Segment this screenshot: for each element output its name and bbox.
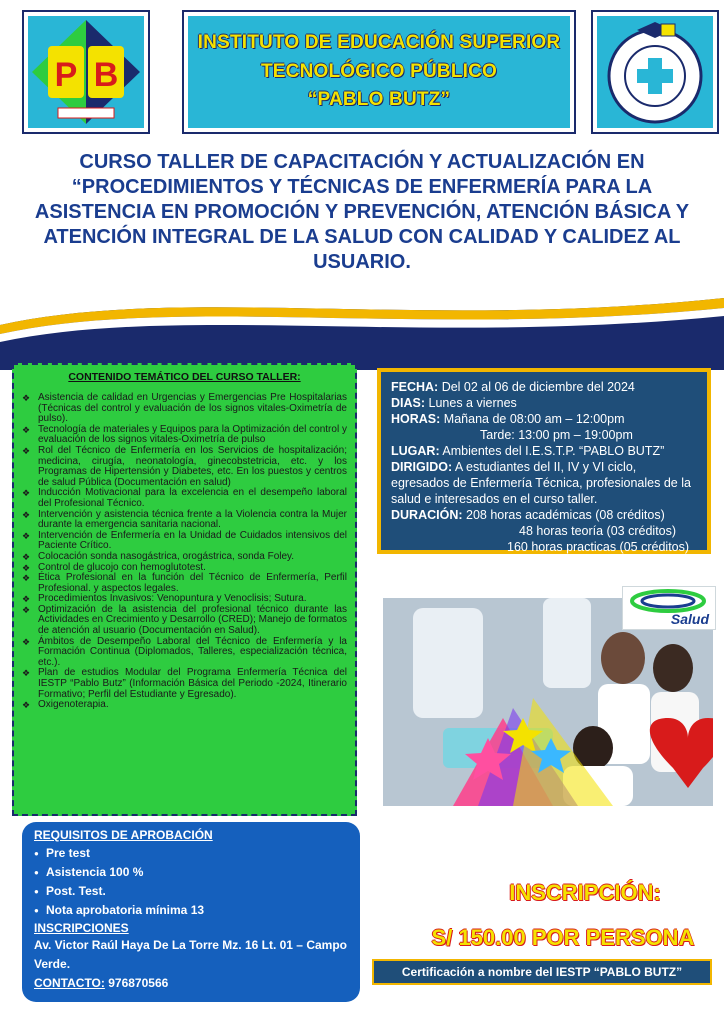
list-item: ● Pre test [34, 844, 348, 863]
list-item: ❖ Rol del Técnico de Enfermería en los Servicios de hospitalización; medicina, cirugía, neonatología, ginecobstetricia, etc. y los Programas de Hipertensión y Diabetes, etc. En los puestos y centros de salud Pública (Documentación en salud) [22, 444, 347, 488]
diamond-bullet-icon: ❖ [22, 551, 31, 562]
list-item: ❖ Asistencia de calidad en Urgencias y Emergencias Pre Hospitalarias (Técnicas del control y evaluación de los signos vitales-Oximetría de pulso). [22, 392, 347, 425]
header-line-2: TECNOLÓGICO PÚBLICO [260, 60, 498, 82]
address-text: Av. Victor Raúl Haya De La Torre Mz. 16 Lt. 01 – Campo Verde. [34, 938, 347, 971]
list-item: ❖ Procedimientos Invasivos: Venopuntura y Venoclisis; Sutura. [22, 593, 307, 605]
pb-logo-icon [28, 16, 144, 128]
svg-text:B: B [93, 56, 119, 94]
info-duracion: DURACIÓN: 208 horas académicas (08 créditos) [391, 508, 665, 522]
list-item: ❖ Control de glucojo con hemoglutotest. [22, 561, 206, 573]
list-item: ❖ Colocación sonda nasogástrica, orogástrica, sonda Foley. [22, 550, 295, 562]
diamond-bullet-icon: ❖ [22, 530, 31, 541]
diamond-bullet-icon: ❖ [22, 488, 31, 499]
diamond-bullet-icon: ❖ [22, 424, 31, 435]
price-text: S/ 150.00 POR PERSONA [431, 925, 695, 950]
phone-number: 976870566 [108, 976, 169, 990]
contents-list [22, 393, 347, 711]
info-duracion-2: 48 horas teoría (03 créditos) [519, 524, 677, 538]
salud-label: Salud [670, 611, 709, 627]
requirements-title: REQUISITOS DE APROBACIÓN [34, 828, 213, 842]
course-title: CURSO TALLER DE CAPACITACIÓN Y ACTUALIZACIÓN EN “PROCEDIMIENTOS Y TÉCNICAS DE ENFERMERÍA PARA LA ASISTENCIA EN PROMOCIÓN Y PREVENCIÓN, ATENCIÓN BÁSICA Y ATENCIÓN INTEGRAL DE LA SALUD CON CALIDAD Y CALIDEZ AL USUARIO. [34, 151, 690, 273]
nursing-logo [591, 10, 719, 134]
contents-title: CONTENIDO TEMÁTICO DEL CURSO TALLER: [68, 371, 301, 383]
list-item: ❖ Plan de estudios Modular del Programa Enfermería Técnica del IESTP “Pablo Butz” (Información Básica del Periodo -2024, Itinerario Formativo; Perfil del Estudiante y Egresado). [22, 667, 347, 700]
diamond-bullet-icon: ❖ [22, 393, 31, 403]
info-horas-tarde: Tarde: 13:00 pm – 19:00pm [480, 428, 633, 442]
info-horas: HORAS: Mañana de 08:00 am – 12:00pm [391, 412, 625, 426]
diamond-bullet-icon: ❖ [22, 509, 31, 520]
list-item: ❖ Oxigenoterapia. [22, 699, 109, 711]
salud-logo [622, 586, 716, 630]
info-dias: DIAS: Lunes a viernes [391, 396, 517, 410]
diamond-bullet-icon: ❖ [22, 668, 31, 679]
wave-decoration [0, 290, 724, 370]
list-item: ❖ Inducción Motivacional para la excelencia en el desempeño laboral del Profesional Técnico. [22, 487, 347, 509]
certification-banner: Certificación a nombre del IESTP “PABLO BUTZ” [372, 959, 712, 985]
diamond-bullet-icon: ❖ [22, 604, 31, 615]
course-contents-panel [12, 363, 357, 816]
requirements-panel [22, 822, 360, 1002]
list-item: ❖ Intervención y asistencia técnica frente a la Violencia contra la Mujer durante la emergencia sanitaria nacional. [22, 508, 347, 531]
header-line-3: “PABLO BUTZ” [307, 89, 451, 111]
list-item: ❖ Tecnología de materiales y Equipos para la Optimización del control y evaluación de los signos vitales-Oximetría de pulso [22, 423, 347, 446]
list-item: ❖ Ámbitos de Desempeño Laboral del Técnico de Enfermería y la Formación Continua (Diplomados, Talleres, especialización técnica, etc.). [22, 635, 347, 668]
info-dirigido: DIRIGIDO: A estudiantes del II, IV y VI ciclo, egresados de Enfermería Técnica, profesionales de la salud e interesados en el curso taller. [391, 460, 691, 506]
list-item: ● Nota aprobatoria mínima 13 [34, 901, 348, 920]
header-banner [182, 10, 576, 134]
diamond-bullet-icon: ❖ [22, 445, 31, 456]
diamond-bullet-icon: ❖ [22, 573, 31, 584]
list-item: ● Post. Test. [34, 882, 348, 901]
course-info-panel [377, 368, 711, 554]
institute-logo [22, 10, 150, 134]
diamond-bullet-icon: ❖ [22, 636, 31, 647]
list-item: ● Asistencia 100 % [34, 863, 348, 882]
svg-text:P: P [54, 56, 78, 94]
inscripciones-title: INSCRIPCIONES [34, 921, 129, 935]
diamond-bullet-icon: ❖ [22, 594, 31, 605]
contact-line: CONTACTO: 976870566 [34, 976, 169, 990]
diamond-bullet-icon: ❖ [22, 700, 31, 711]
list-item: ❖ Ética Profesional en la función del Técnico de Enfermería, Perfil Profesional. y aspectos legales. [22, 572, 347, 594]
diamond-bullet-icon: ❖ [22, 562, 31, 573]
info-duracion-3: 160 horas practicas (05 créditos) [507, 540, 690, 554]
inscription-heading: INSCRIPCIÓN: [509, 880, 661, 905]
header-line-1: INSTITUTO DE EDUCACIÓN SUPERIOR [197, 32, 561, 54]
nursing-seal-icon [597, 16, 713, 128]
requirements-list [34, 844, 348, 920]
info-fecha: FECHA: Del 02 al 06 de diciembre del 2024 [391, 380, 635, 394]
info-lugar: LUGAR: Ambientes del I.E.S.T.P. “PABLO BUTZ” [391, 444, 665, 458]
list-item: ❖ Optimización de la asistencia del profesional técnico durante las Actividades en Crecimiento y Desarrollo (CRED); Manejo de formatos de atención al usuario (Documentación en Salud). [22, 603, 348, 637]
list-item: ❖ Intervención de Enfermería en la Unidad de Cuidados intensivos del Paciente Crítico. [22, 529, 347, 552]
